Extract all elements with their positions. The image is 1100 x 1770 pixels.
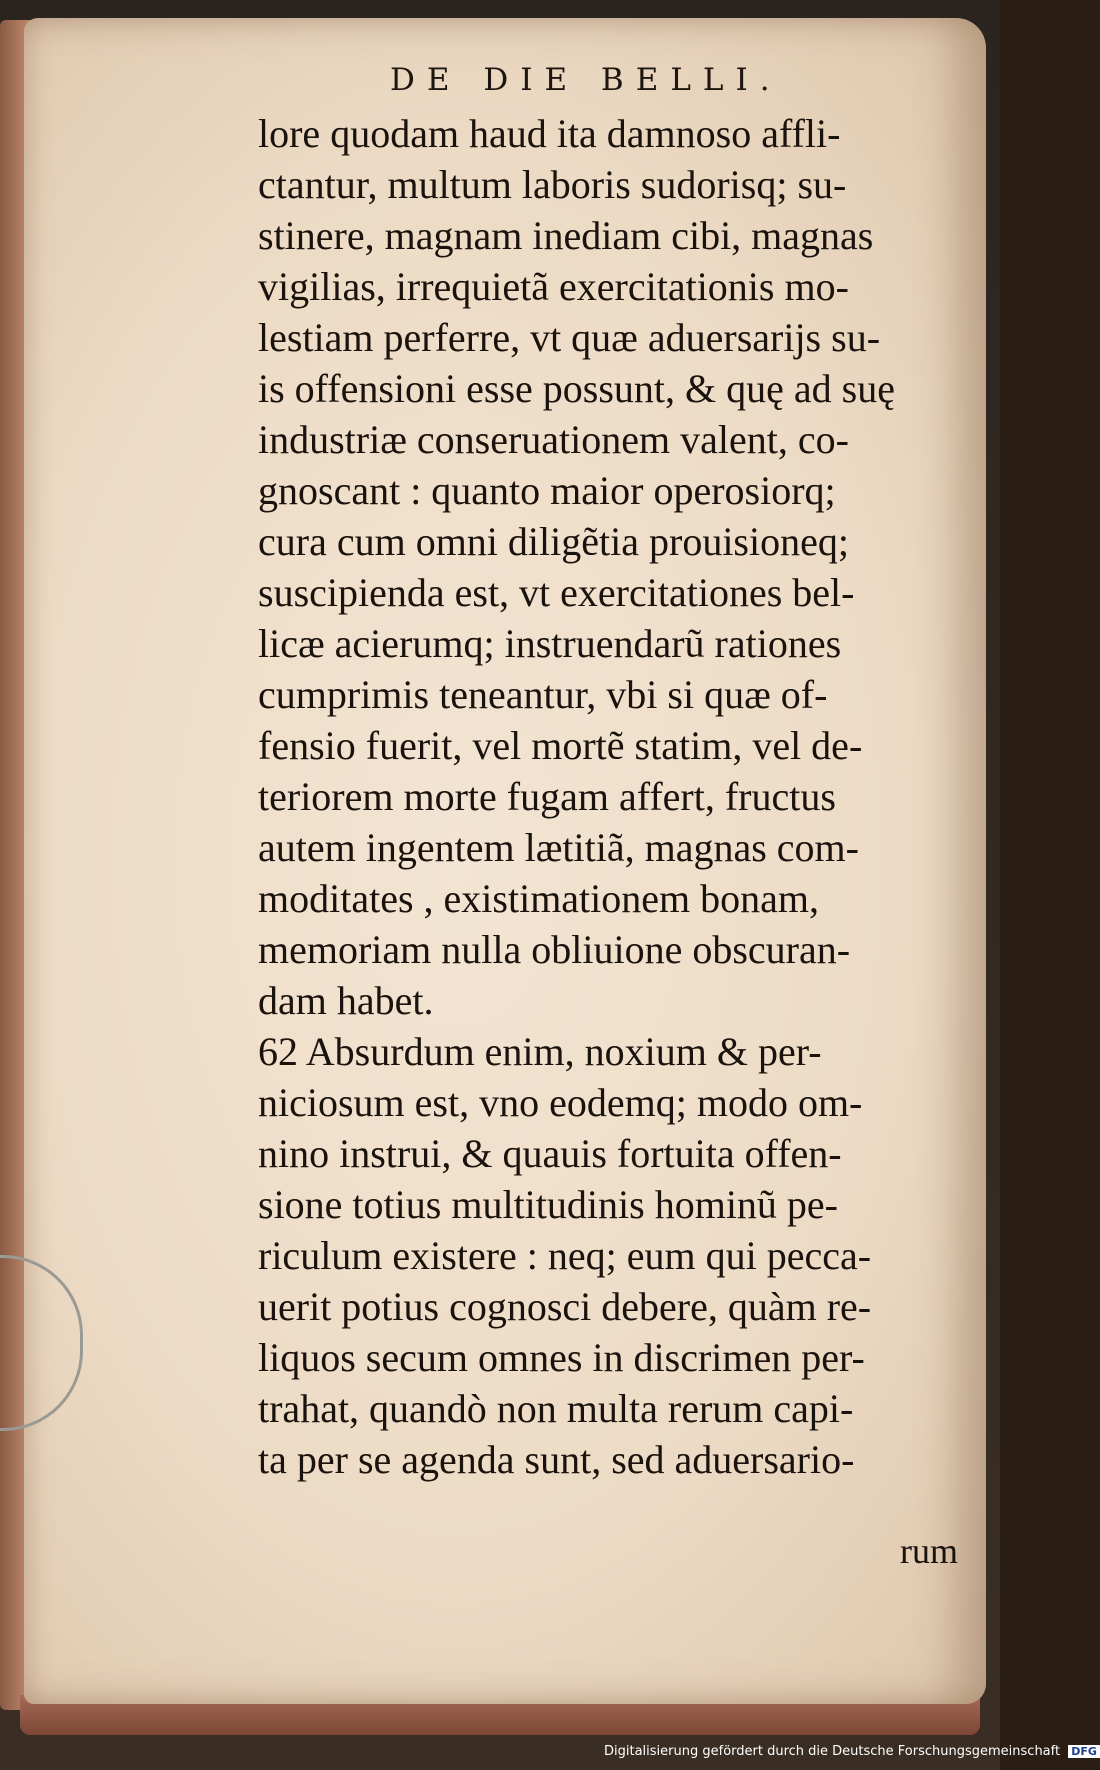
text-line: stinere, magnam inediam cibi, magnas (258, 213, 874, 258)
text-line: 62 Absurdum enim, noxium & per- (258, 1029, 822, 1074)
text-line: moditates , existimationem bonam, (258, 876, 820, 921)
text-line: autem ingentem lætitiã, magnas com- (258, 825, 859, 870)
text-line: nino instrui, & quauis fortuita offen- (258, 1131, 842, 1176)
text-line: is offensioni esse possunt, & quę ad suę (258, 366, 895, 411)
text-line: niciosum est, vno eodemq; modo om- (258, 1080, 863, 1125)
text-line: fensio fuerit, vel mortẽ statim, vel de- (258, 723, 863, 768)
dfg-logo: DFG (1068, 1745, 1100, 1758)
text-line: trahat, quandò non multa rerum capi- (258, 1386, 854, 1431)
text-line: lore quodam haud ita damnoso affli- (258, 111, 841, 156)
text-line: suscipienda est, vt exercitationes bel- (258, 570, 855, 615)
text-line: licæ acierumq; instruendarũ rationes (258, 621, 842, 666)
text-line: vigilias, irrequietã exercitationis mo- (258, 264, 849, 309)
text-line: riculum existere : neq; eum qui pecca- (258, 1233, 872, 1278)
text-line: ctantur, multum laboris sudorisq; su- (258, 162, 847, 207)
text-line: memoriam nulla obliuione obscuran- (258, 927, 851, 972)
credit-text: Digitalisierung gefördert durch die Deutsche Forschungsgemeinschaft (604, 1744, 1061, 1759)
text-line: ta per se agenda sunt, sed aduersario- (258, 1437, 855, 1482)
text-line: liquos secum omnes in discrimen per- (258, 1335, 865, 1380)
text-line: gnoscant : quanto maior operosiorq; (258, 468, 836, 513)
body-text (258, 108, 958, 1485)
text-line: cumprimis teneantur, vbi si quæ of- (258, 672, 828, 717)
text-line: uerit potius cognosci debere, quàm re- (258, 1284, 872, 1329)
text-line: sione totius multitudinis hominũ pe- (258, 1182, 838, 1227)
catchword: rum (900, 1531, 958, 1571)
digitization-credit (604, 1744, 1100, 1759)
text-line: dam habet. (258, 978, 434, 1023)
text-line: lestiam perferre, vt quæ aduersarijs su- (258, 315, 881, 360)
running-head: DE DIE BELLI. (390, 62, 782, 98)
text-line: industriæ conseruationem valent, co- (258, 417, 849, 462)
text-line: teriorem morte fugam affert, fructus (258, 774, 836, 819)
text-line: cura cum omni diligẽtia prouisioneq; (258, 519, 849, 564)
